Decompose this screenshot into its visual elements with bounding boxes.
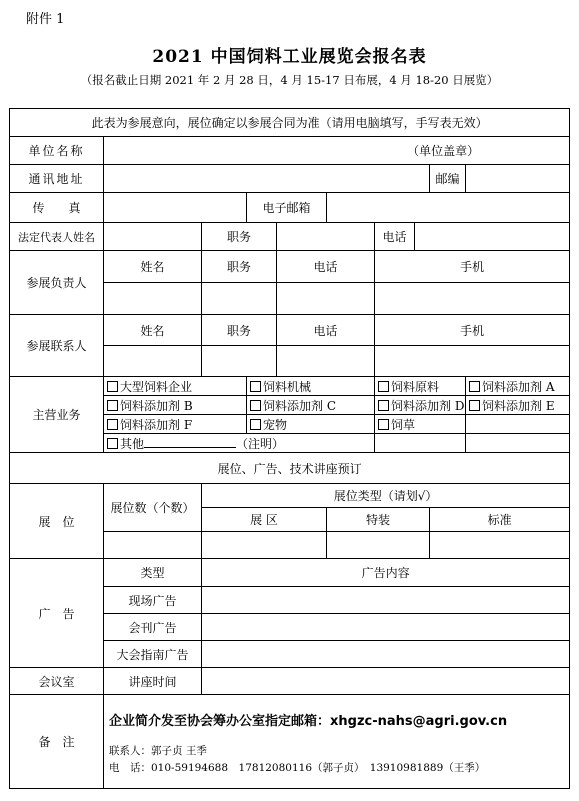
- booth-type-area: 展 区: [202, 508, 327, 532]
- ads-type-journal: 会刊广告: [104, 614, 202, 641]
- business-option[interactable]: 饲料添加剂 C: [247, 396, 375, 415]
- exhibit-manager-label: 参展负责人: [10, 251, 104, 315]
- business-option[interactable]: 大型饲料企业: [104, 377, 247, 396]
- remarks-label: 备 注: [10, 695, 104, 789]
- booth-special-field[interactable]: [327, 532, 430, 559]
- form-subtitle: （报名截止日期 2021 年 2 月 28 日，4 月 15-17 日布展，4 月 18-20 日展览）: [80, 73, 499, 87]
- notice-row: 此表为参展意向，展位确定以参展合同为准（请用电脑填写，手写表无效）: [10, 109, 570, 137]
- manager-position-header: 职务: [202, 251, 277, 283]
- booth-count-label: 展位数（个数）: [104, 484, 202, 532]
- annex-label: 附件 1: [26, 12, 65, 27]
- manager-phone-field[interactable]: [277, 283, 375, 315]
- remarks-email: 企业简介发至协会筹办公室指定邮箱：xhgzc-nahs@agri.gov.cn: [109, 714, 508, 729]
- legal-rep-phone-field[interactable]: [415, 223, 570, 251]
- booth-label: 展 位: [10, 484, 104, 559]
- business-option[interactable]: 饲草: [375, 415, 466, 434]
- checkbox-icon: [250, 400, 261, 411]
- legal-rep-phone-label: 电话: [375, 223, 415, 251]
- ads-guide-field[interactable]: [202, 641, 570, 668]
- booth-count-field[interactable]: [104, 532, 202, 559]
- address-field[interactable]: [104, 165, 430, 193]
- business-option[interactable]: 饲料添加剂 E: [466, 396, 570, 415]
- manager-mobile-header: 手机: [375, 251, 570, 283]
- business-option[interactable]: 宠物: [247, 415, 375, 434]
- business-option[interactable]: 饲料机械: [247, 377, 375, 396]
- contact-phone-header: 电话: [277, 315, 375, 346]
- business-option[interactable]: 饲料原料: [375, 377, 466, 396]
- checkbox-icon: [107, 381, 118, 392]
- contact-position-field[interactable]: [202, 346, 277, 377]
- manager-phone-header: 电话: [277, 251, 375, 283]
- ads-type-header: 类型: [104, 559, 202, 587]
- contact-name-field[interactable]: [104, 346, 202, 377]
- seal-note: （单位盖章）: [407, 144, 480, 158]
- checkbox-icon: [469, 400, 480, 411]
- contact-mobile-header: 手机: [375, 315, 570, 346]
- fax-label: 传 真: [10, 193, 104, 223]
- email-label: 电子邮箱: [247, 193, 327, 223]
- checkbox-icon: [107, 438, 118, 449]
- ads-content-header: 广告内容: [202, 559, 570, 587]
- manager-name-field[interactable]: [104, 283, 202, 315]
- checkbox-icon: [107, 400, 118, 411]
- registration-form: [9, 108, 570, 789]
- manager-name-header: 姓名: [104, 251, 202, 283]
- ads-label: 广 告: [10, 559, 104, 668]
- checkbox-icon: [250, 381, 261, 392]
- ads-type-onsite: 现场广告: [104, 587, 202, 614]
- manager-position-field[interactable]: [202, 283, 277, 315]
- fax-field[interactable]: [104, 193, 247, 223]
- business-option[interactable]: 饲料添加剂 B: [104, 396, 247, 415]
- business-empty-cell: [375, 434, 466, 453]
- legal-rep-label: 法定代表人姓名: [10, 223, 104, 251]
- other-underline[interactable]: [144, 437, 236, 448]
- lecture-time-label: 讲座时间: [104, 668, 202, 695]
- legal-rep-position-label: 职务: [202, 223, 277, 251]
- booth-area-field[interactable]: [202, 532, 327, 559]
- postcode-label: 邮编: [430, 165, 466, 193]
- business-option[interactable]: 饲料添加剂 F: [104, 415, 247, 434]
- remarks-phones: 电 话：010-59194688 17812080116（郭子贞） 13910981889（王季）: [109, 762, 486, 774]
- ads-onsite-field[interactable]: [202, 587, 570, 614]
- checkbox-icon: [378, 419, 389, 430]
- business-empty-cell: [466, 434, 570, 453]
- checkbox-icon: [378, 381, 389, 392]
- business-empty-cell: [466, 415, 570, 434]
- checkbox-icon: [250, 419, 261, 430]
- business-label: 主营业务: [10, 377, 104, 453]
- form-title: 2021 中国饲料工业展览会报名表: [152, 47, 427, 67]
- checkbox-icon: [378, 400, 389, 411]
- checkbox-icon: [469, 381, 480, 392]
- postcode-field[interactable]: [466, 165, 570, 193]
- booth-type-standard: 标准: [430, 508, 570, 532]
- booth-standard-field[interactable]: [430, 532, 570, 559]
- unit-name-label: 单位名称: [10, 137, 104, 165]
- contact-name-header: 姓名: [104, 315, 202, 346]
- ads-journal-field[interactable]: [202, 614, 570, 641]
- business-other-option[interactable]: 其他 （注明）: [104, 434, 375, 453]
- booking-section-header: 展位、广告、技术讲座预订: [10, 453, 570, 484]
- address-label: 通讯地址: [10, 165, 104, 193]
- lecture-time-field[interactable]: [202, 668, 570, 695]
- business-option[interactable]: 饲料添加剂 D: [375, 396, 466, 415]
- unit-name-field[interactable]: [104, 137, 570, 165]
- legal-rep-field[interactable]: [104, 223, 202, 251]
- checkbox-icon: [107, 419, 118, 430]
- contact-mobile-field[interactable]: [375, 346, 570, 377]
- contact-phone-field[interactable]: [277, 346, 375, 377]
- business-option[interactable]: 饲料添加剂 A: [466, 377, 570, 396]
- contact-position-header: 职务: [202, 315, 277, 346]
- ads-type-guide: 大会指南广告: [104, 641, 202, 668]
- remarks-content: [104, 695, 570, 789]
- email-field[interactable]: [327, 193, 570, 223]
- exhibit-contact-label: 参展联系人: [10, 315, 104, 377]
- remarks-contacts: 联系人：郭子贞 王季: [109, 745, 207, 757]
- booth-type-label: 展位类型（请划√）: [202, 484, 570, 508]
- booth-type-special: 特装: [327, 508, 430, 532]
- meeting-room-label: 会议室: [10, 668, 104, 695]
- legal-rep-position-field[interactable]: [277, 223, 375, 251]
- manager-mobile-field[interactable]: [375, 283, 570, 315]
